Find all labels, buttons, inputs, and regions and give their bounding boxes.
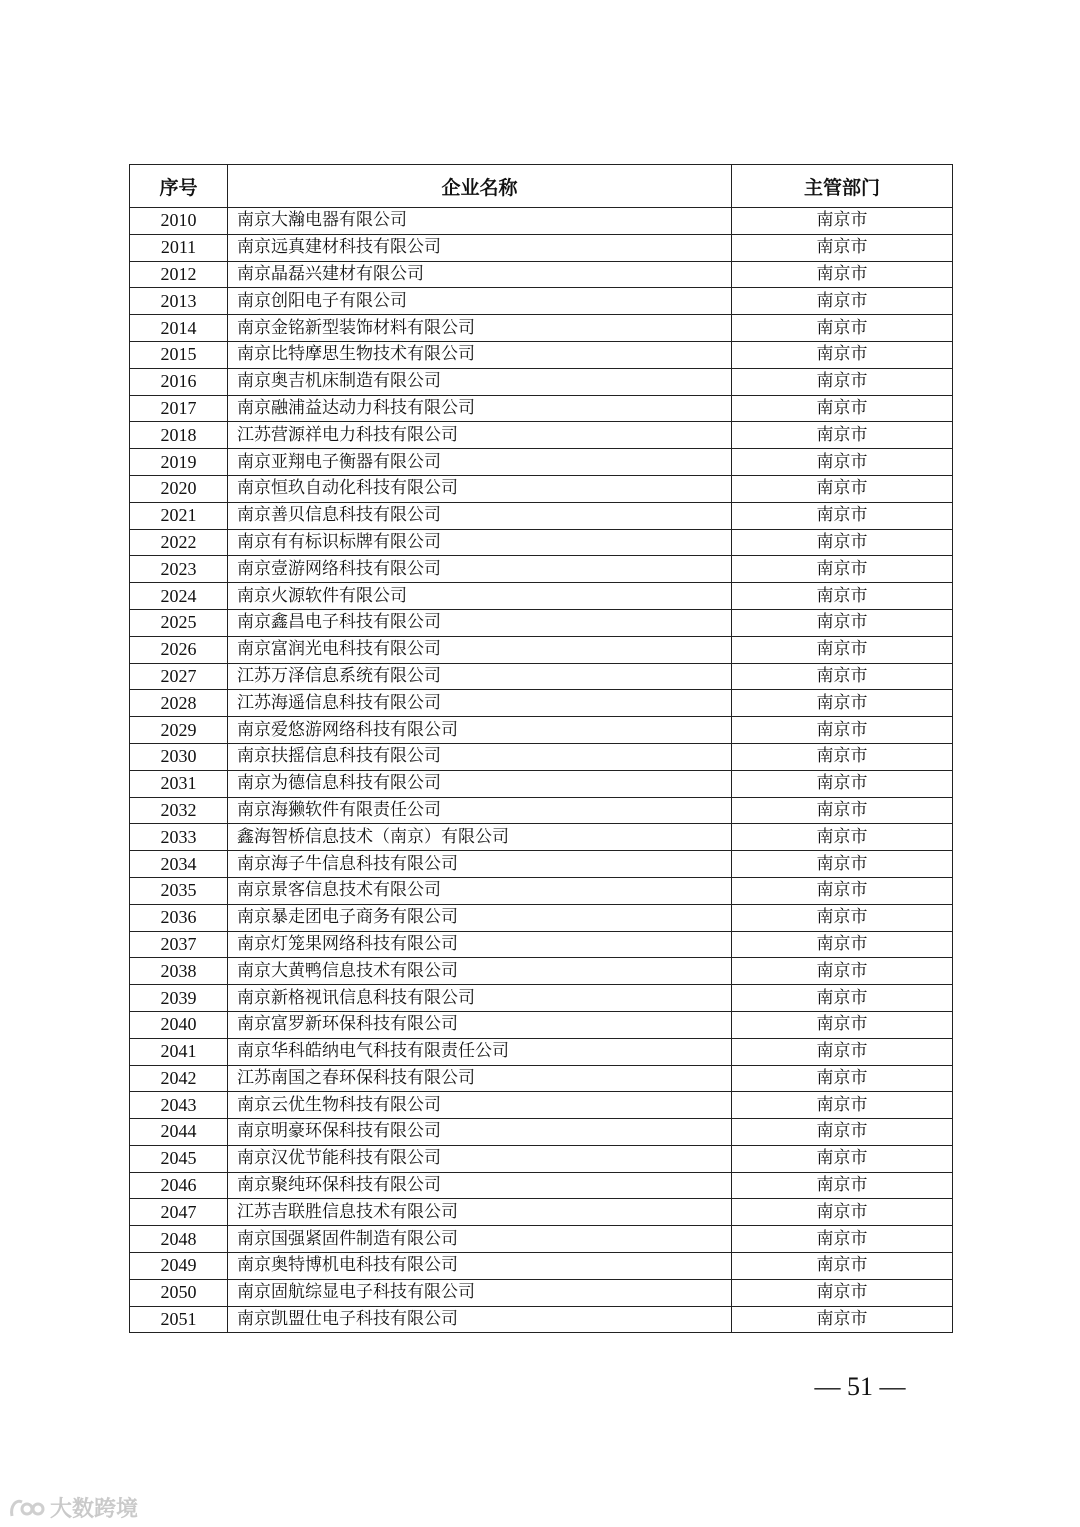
department-cell: 南京市 <box>732 663 953 690</box>
table-row <box>130 556 953 583</box>
enterprise-name-cell: 南京新格视讯信息科技有限公司 <box>228 985 732 1012</box>
table-row <box>130 1119 953 1146</box>
department-cell: 南京市 <box>732 315 953 342</box>
serial-number-cell: 2016 <box>130 368 228 395</box>
serial-number-cell: 2030 <box>130 743 228 770</box>
enterprise-name-cell: 南京海獭软件有限责任公司 <box>228 797 732 824</box>
table-row <box>130 1306 953 1333</box>
enterprise-name-cell: 南京灯笼果网络科技有限公司 <box>228 931 732 958</box>
enterprise-name-cell: 南京扶摇信息科技有限公司 <box>228 743 732 770</box>
serial-number-cell: 2039 <box>130 985 228 1012</box>
department-cell: 南京市 <box>732 931 953 958</box>
enterprise-name-cell: 南京善贝信息科技有限公司 <box>228 502 732 529</box>
serial-number-cell: 2038 <box>130 958 228 985</box>
enterprise-name-cell: 南京远真建材科技有限公司 <box>228 234 732 261</box>
department-cell: 南京市 <box>732 583 953 610</box>
serial-number-cell: 2024 <box>130 583 228 610</box>
enterprise-name-cell: 南京创阳电子有限公司 <box>228 288 732 315</box>
department-cell: 南京市 <box>732 1172 953 1199</box>
table-row <box>130 261 953 288</box>
enterprise-name-cell: 南京凯盟仕电子科技有限公司 <box>228 1306 732 1333</box>
department-cell: 南京市 <box>732 985 953 1012</box>
serial-number-cell: 2012 <box>130 261 228 288</box>
enterprise-name-cell: 南京海子牛信息科技有限公司 <box>228 851 732 878</box>
table-row <box>130 1253 953 1280</box>
department-cell: 南京市 <box>732 717 953 744</box>
table-row <box>130 877 953 904</box>
serial-number-cell: 2037 <box>130 931 228 958</box>
table-row <box>130 475 953 502</box>
table-row <box>130 958 953 985</box>
watermark-text: 大数跨境 <box>50 1497 139 1522</box>
serial-number-cell: 2043 <box>130 1092 228 1119</box>
serial-number-cell: 2028 <box>130 690 228 717</box>
department-cell: 南京市 <box>732 502 953 529</box>
enterprise-table <box>129 164 953 1333</box>
serial-number-cell: 2017 <box>130 395 228 422</box>
serial-number-cell: 2010 <box>130 208 228 235</box>
serial-number-cell: 2018 <box>130 422 228 449</box>
enterprise-name-cell: 南京富罗新环保科技有限公司 <box>228 1011 732 1038</box>
serial-number-cell: 2044 <box>130 1119 228 1146</box>
department-cell: 南京市 <box>732 797 953 824</box>
table-row <box>130 234 953 261</box>
table-row <box>130 636 953 663</box>
serial-number-cell: 2014 <box>130 315 228 342</box>
header-serial-number: 序号 <box>130 165 228 208</box>
enterprise-name-cell: 南京恒玖自动化科技有限公司 <box>228 475 732 502</box>
enterprise-name-cell: 南京比特摩思生物技术有限公司 <box>228 341 732 368</box>
enterprise-name-cell: 南京金铭新型装饰材料有限公司 <box>228 315 732 342</box>
enterprise-name-cell: 南京晶磊兴建材有限公司 <box>228 261 732 288</box>
serial-number-cell: 2040 <box>130 1011 228 1038</box>
table-row <box>130 1226 953 1253</box>
table-row <box>130 583 953 610</box>
table-row <box>130 208 953 235</box>
department-cell: 南京市 <box>732 851 953 878</box>
table-row <box>130 368 953 395</box>
page-number: — 51 — <box>814 1372 906 1401</box>
enterprise-name-cell: 南京富润光电科技有限公司 <box>228 636 732 663</box>
table-row <box>130 341 953 368</box>
department-cell: 南京市 <box>732 1279 953 1306</box>
department-cell: 南京市 <box>732 422 953 449</box>
table-row <box>130 315 953 342</box>
serial-number-cell: 2023 <box>130 556 228 583</box>
table-row <box>130 663 953 690</box>
department-cell: 南京市 <box>732 529 953 556</box>
department-cell: 南京市 <box>732 288 953 315</box>
department-cell: 南京市 <box>732 449 953 476</box>
serial-number-cell: 2045 <box>130 1145 228 1172</box>
table-row <box>130 770 953 797</box>
table-row <box>130 985 953 1012</box>
table-row <box>130 1199 953 1226</box>
serial-number-cell: 2031 <box>130 770 228 797</box>
enterprise-name-cell: 南京鑫昌电子科技有限公司 <box>228 609 732 636</box>
serial-number-cell: 2047 <box>130 1199 228 1226</box>
department-cell: 南京市 <box>732 743 953 770</box>
serial-number-cell: 2033 <box>130 824 228 851</box>
enterprise-name-cell: 南京明豪环保科技有限公司 <box>228 1119 732 1146</box>
department-cell: 南京市 <box>732 1011 953 1038</box>
serial-number-cell: 2015 <box>130 341 228 368</box>
serial-number-cell: 2050 <box>130 1279 228 1306</box>
enterprise-name-cell: 江苏吉联胜信息技术有限公司 <box>228 1199 732 1226</box>
department-cell: 南京市 <box>732 1092 953 1119</box>
enterprise-name-cell: 鑫海智桥信息技术（南京）有限公司 <box>228 824 732 851</box>
table-row <box>130 1065 953 1092</box>
department-cell: 南京市 <box>732 1253 953 1280</box>
enterprise-name-cell: 南京大黄鸭信息技术有限公司 <box>228 958 732 985</box>
department-cell: 南京市 <box>732 1306 953 1333</box>
serial-number-cell: 2022 <box>130 529 228 556</box>
department-cell: 南京市 <box>732 958 953 985</box>
table-body <box>130 208 953 1333</box>
table-row <box>130 449 953 476</box>
serial-number-cell: 2020 <box>130 475 228 502</box>
department-cell: 南京市 <box>732 395 953 422</box>
department-cell: 南京市 <box>732 208 953 235</box>
serial-number-cell: 2049 <box>130 1253 228 1280</box>
department-cell: 南京市 <box>732 824 953 851</box>
serial-number-cell: 2011 <box>130 234 228 261</box>
enterprise-name-cell: 南京有有标识标牌有限公司 <box>228 529 732 556</box>
table-row <box>130 931 953 958</box>
enterprise-name-cell: 南京汉优节能科技有限公司 <box>228 1145 732 1172</box>
header-enterprise-name: 企业名称 <box>228 165 732 208</box>
enterprise-name-cell: 南京暴走团电子商务有限公司 <box>228 904 732 931</box>
enterprise-name-cell: 南京爱悠游网络科技有限公司 <box>228 717 732 744</box>
table-row <box>130 1145 953 1172</box>
department-cell: 南京市 <box>732 636 953 663</box>
serial-number-cell: 2032 <box>130 797 228 824</box>
table-row <box>130 422 953 449</box>
table-row <box>130 743 953 770</box>
department-cell: 南京市 <box>732 368 953 395</box>
enterprise-name-cell: 南京融浦益达动力科技有限公司 <box>228 395 732 422</box>
serial-number-cell: 2034 <box>130 851 228 878</box>
table-row <box>130 1038 953 1065</box>
enterprise-name-cell: 南京固航综显电子科技有限公司 <box>228 1279 732 1306</box>
department-cell: 南京市 <box>732 1226 953 1253</box>
brand-logo-icon <box>8 1496 46 1520</box>
enterprise-name-cell: 南京火源软件有限公司 <box>228 583 732 610</box>
department-cell: 南京市 <box>732 475 953 502</box>
department-cell: 南京市 <box>732 1199 953 1226</box>
enterprise-name-cell: 南京奥吉机床制造有限公司 <box>228 368 732 395</box>
department-cell: 南京市 <box>732 1065 953 1092</box>
serial-number-cell: 2048 <box>130 1226 228 1253</box>
department-cell: 南京市 <box>732 904 953 931</box>
table-row <box>130 690 953 717</box>
table-row <box>130 824 953 851</box>
serial-number-cell: 2027 <box>130 663 228 690</box>
enterprise-name-cell: 江苏营源祥电力科技有限公司 <box>228 422 732 449</box>
department-cell: 南京市 <box>732 690 953 717</box>
serial-number-cell: 2036 <box>130 904 228 931</box>
serial-number-cell: 2051 <box>130 1306 228 1333</box>
department-cell: 南京市 <box>732 770 953 797</box>
enterprise-name-cell: 南京聚纯环保科技有限公司 <box>228 1172 732 1199</box>
department-cell: 南京市 <box>732 1119 953 1146</box>
department-cell: 南京市 <box>732 556 953 583</box>
department-cell: 南京市 <box>732 1038 953 1065</box>
enterprise-name-cell: 江苏南国之春环保科技有限公司 <box>228 1065 732 1092</box>
serial-number-cell: 2013 <box>130 288 228 315</box>
table-row <box>130 797 953 824</box>
department-cell: 南京市 <box>732 1145 953 1172</box>
enterprise-name-cell: 南京国强紧固件制造有限公司 <box>228 1226 732 1253</box>
table-row <box>130 904 953 931</box>
table-row <box>130 288 953 315</box>
department-cell: 南京市 <box>732 341 953 368</box>
department-cell: 南京市 <box>732 234 953 261</box>
enterprise-name-cell: 江苏海遥信息科技有限公司 <box>228 690 732 717</box>
serial-number-cell: 2042 <box>130 1065 228 1092</box>
table-row <box>130 395 953 422</box>
table-row <box>130 502 953 529</box>
table-row <box>130 1011 953 1038</box>
serial-number-cell: 2025 <box>130 609 228 636</box>
table-row <box>130 1172 953 1199</box>
header-department: 主管部门 <box>732 165 953 208</box>
enterprise-table-container <box>129 164 952 1333</box>
enterprise-name-cell: 南京奥特博机电科技有限公司 <box>228 1253 732 1280</box>
watermark <box>8 1492 138 1523</box>
enterprise-name-cell: 江苏万泽信息系统有限公司 <box>228 663 732 690</box>
table-row <box>130 529 953 556</box>
table-row <box>130 851 953 878</box>
serial-number-cell: 2041 <box>130 1038 228 1065</box>
enterprise-name-cell: 南京华科皓纳电气科技有限责任公司 <box>228 1038 732 1065</box>
serial-number-cell: 2026 <box>130 636 228 663</box>
table-header-row <box>130 165 953 208</box>
enterprise-name-cell: 南京为德信息科技有限公司 <box>228 770 732 797</box>
table-row <box>130 717 953 744</box>
enterprise-name-cell: 南京大瀚电器有限公司 <box>228 208 732 235</box>
enterprise-name-cell: 南京壹游网络科技有限公司 <box>228 556 732 583</box>
serial-number-cell: 2019 <box>130 449 228 476</box>
department-cell: 南京市 <box>732 877 953 904</box>
serial-number-cell: 2021 <box>130 502 228 529</box>
table-row <box>130 609 953 636</box>
serial-number-cell: 2029 <box>130 717 228 744</box>
table-row <box>130 1279 953 1306</box>
table-row <box>130 1092 953 1119</box>
serial-number-cell: 2046 <box>130 1172 228 1199</box>
enterprise-name-cell: 南京亚翔电子衡器有限公司 <box>228 449 732 476</box>
enterprise-name-cell: 南京景客信息技术有限公司 <box>228 877 732 904</box>
serial-number-cell: 2035 <box>130 877 228 904</box>
department-cell: 南京市 <box>732 609 953 636</box>
department-cell: 南京市 <box>732 261 953 288</box>
enterprise-name-cell: 南京云优生物科技有限公司 <box>228 1092 732 1119</box>
